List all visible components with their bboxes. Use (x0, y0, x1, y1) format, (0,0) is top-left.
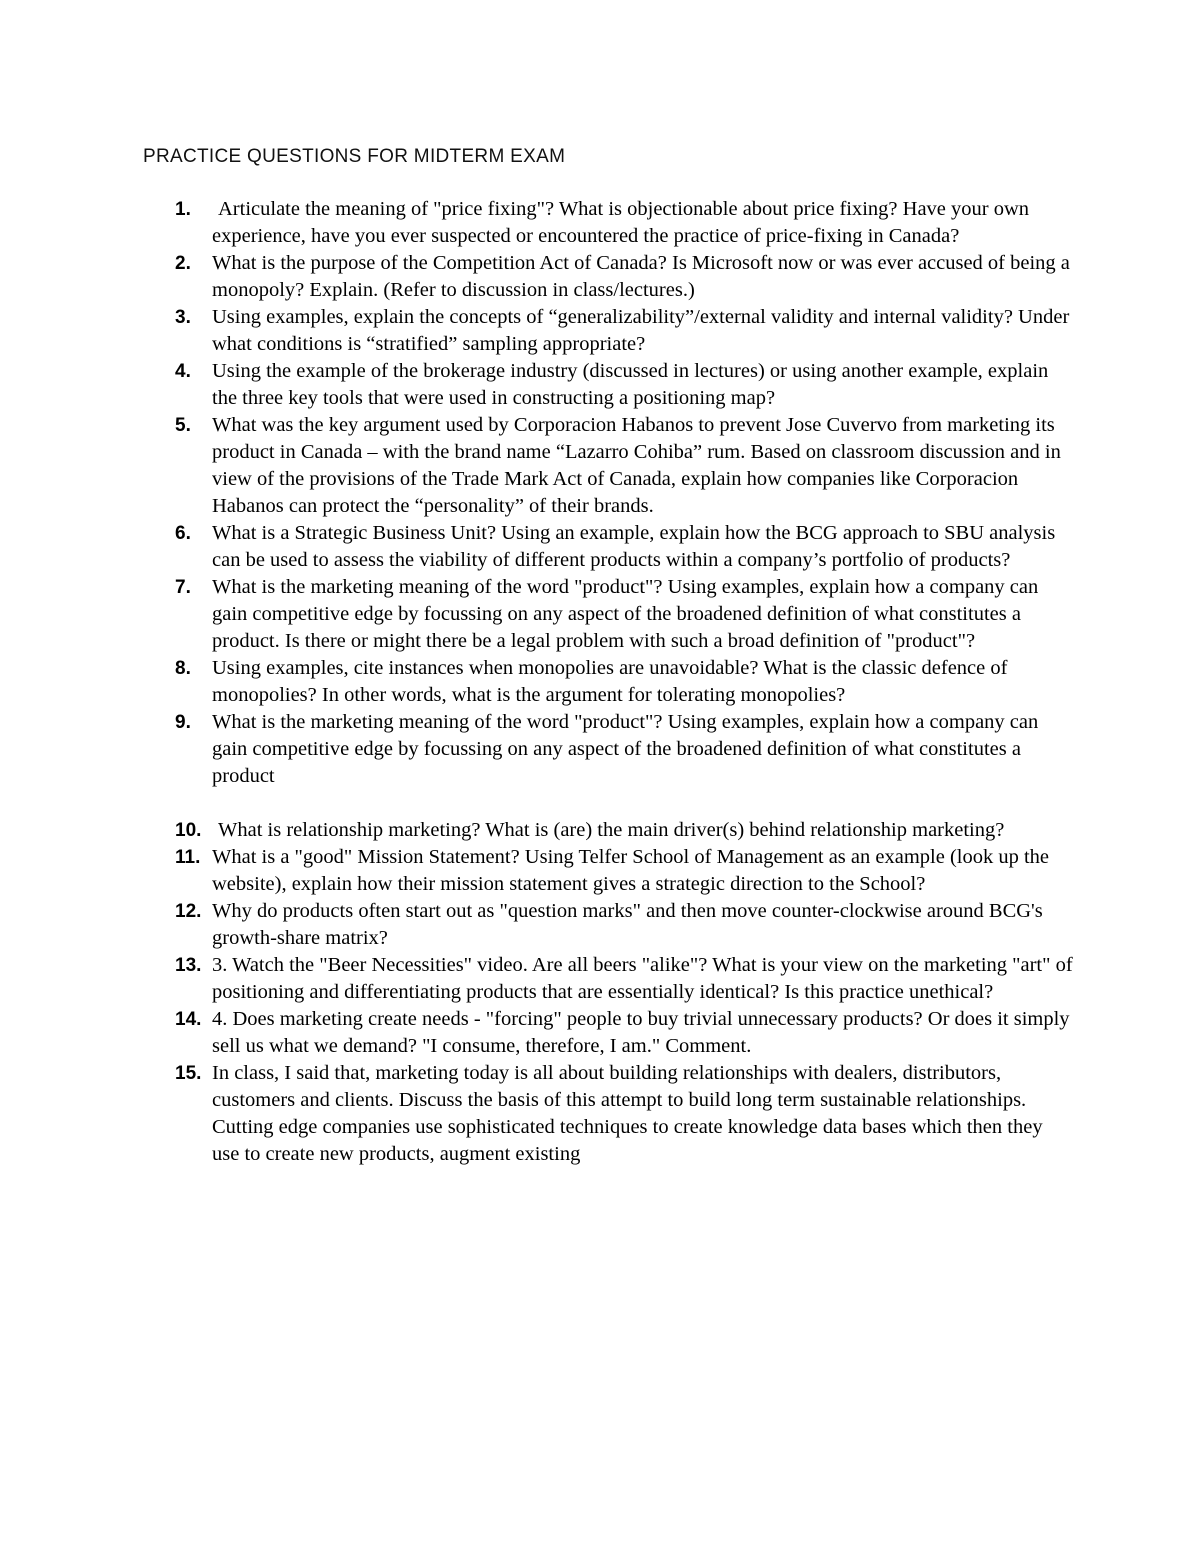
question-number: 5. (175, 415, 191, 436)
question-text: Using examples, explain the concepts of “generalizability”/external validity and internal validity? Under what conditions is “stratified” sampling appropriate? (212, 306, 1070, 355)
question-list (0, 196, 1200, 1168)
question-text: Using the example of the brokerage industry (discussed in lectures) or using another example, explain the three key tools that were used in constructing a positioning map? (212, 360, 1049, 409)
question-text: What is the marketing meaning of the word "product"? Using examples, explain how a company can gain competitive edge by focussing on any aspect of the broadened definition of what constitutes a product (212, 711, 1039, 787)
question-text: What was the key argument used by Corporacion Habanos to prevent Jose Cuvervo from marketing its product in Canada – with the brand name “Lazarro Cohiba” rum. Based on classroom discussion and in view of the provisions of the Trade Mark Act of Canada, explain how companies like Corporacion Habanos can protect the “personality” of their brands. (212, 414, 1061, 517)
question-item (0, 1060, 1200, 1168)
question-text: Using examples, cite instances when monopolies are unavoidable? What is the classic defence of monopolies? In other words, what is the argument for tolerating monopolies? (212, 657, 1008, 706)
question-number: 1. (175, 199, 191, 220)
question-number: 3. (175, 307, 191, 328)
question-item (0, 655, 1200, 709)
question-number: 13. (175, 955, 202, 976)
question-number: 2. (175, 253, 191, 274)
question-item (0, 709, 1200, 790)
question-number: 9. (175, 712, 191, 733)
question-item (0, 817, 1200, 844)
question-item (0, 196, 1200, 250)
question-item (0, 1006, 1200, 1060)
question-item (0, 358, 1200, 412)
question-item (0, 250, 1200, 304)
question-number: 6. (175, 523, 191, 544)
question-text: What is the marketing meaning of the word "product"? Using examples, explain how a company can gain competitive edge by focussing on any aspect of the broadened definition of what constitutes a product. Is there or might there be a legal problem with such a broad definition of "product"? (212, 576, 1039, 652)
question-number: 4. (175, 361, 191, 382)
question-number: 12. (175, 901, 202, 922)
question-item (0, 520, 1200, 574)
question-text: What is relationship marketing? What is (are) the main driver(s) behind relationship marketing? (218, 819, 1005, 841)
question-number: 8. (175, 658, 191, 679)
question-item (0, 304, 1200, 358)
question-text: In class, I said that, marketing today is all about building relationships with dealers, distributors, customers and clients. Discuss the basis of this attempt to build long term sustainable relationships. Cutting edge companies use sophisticated techniques to create knowledge data bases which then they use to create new products, augment existing (212, 1062, 1043, 1165)
question-number: 7. (175, 577, 191, 598)
question-text: What is a "good" Mission Statement? Using Telfer School of Management as an example (look up the website), explain how their mission statement gives a strategic direction to the School? (212, 846, 1050, 895)
question-text: Articulate the meaning of "price fixing"? What is objectionable about price fixing? Have your own experience, have you ever suspected or encountered the practice of price-fixing in Canada? (212, 198, 1030, 247)
question-item (0, 844, 1200, 898)
page-title: PRACTICE QUESTIONS FOR MIDTERM EXAM (143, 146, 566, 167)
question-number: 15. (175, 1063, 202, 1084)
question-item (0, 898, 1200, 952)
question-text: What is the purpose of the Competition Act of Canada? Is Microsoft now or was ever accused of being a monopoly? Explain. (Refer to discussion in class/lectures.) (212, 252, 1070, 301)
question-number: 14. (175, 1009, 202, 1030)
question-item (0, 574, 1200, 655)
question-text: 3. Watch the "Beer Necessities" video. Are all beers "alike"? What is your view on the marketing "art" of positioning and differentiating products that are essentially identical? Is this practice unethical? (212, 954, 1073, 1003)
question-number: 11. (175, 847, 201, 868)
question-number: 10. (175, 820, 202, 841)
question-text: Why do products often start out as "question marks" and then move counter-clockwise around BCG's growth-share matrix? (212, 900, 1043, 949)
question-text: What is a Strategic Business Unit? Using an example, explain how the BCG approach to SBU analysis can be used to assess the viability of different products within a company’s portfolio of products? (212, 522, 1056, 571)
question-text: 4. Does marketing create needs - "forcing" people to buy trivial unnecessary products? Or does it simply sell us what we demand? "I consume, therefore, I am." Comment. (212, 1008, 1070, 1057)
question-item (0, 952, 1200, 1006)
question-item (0, 412, 1200, 520)
